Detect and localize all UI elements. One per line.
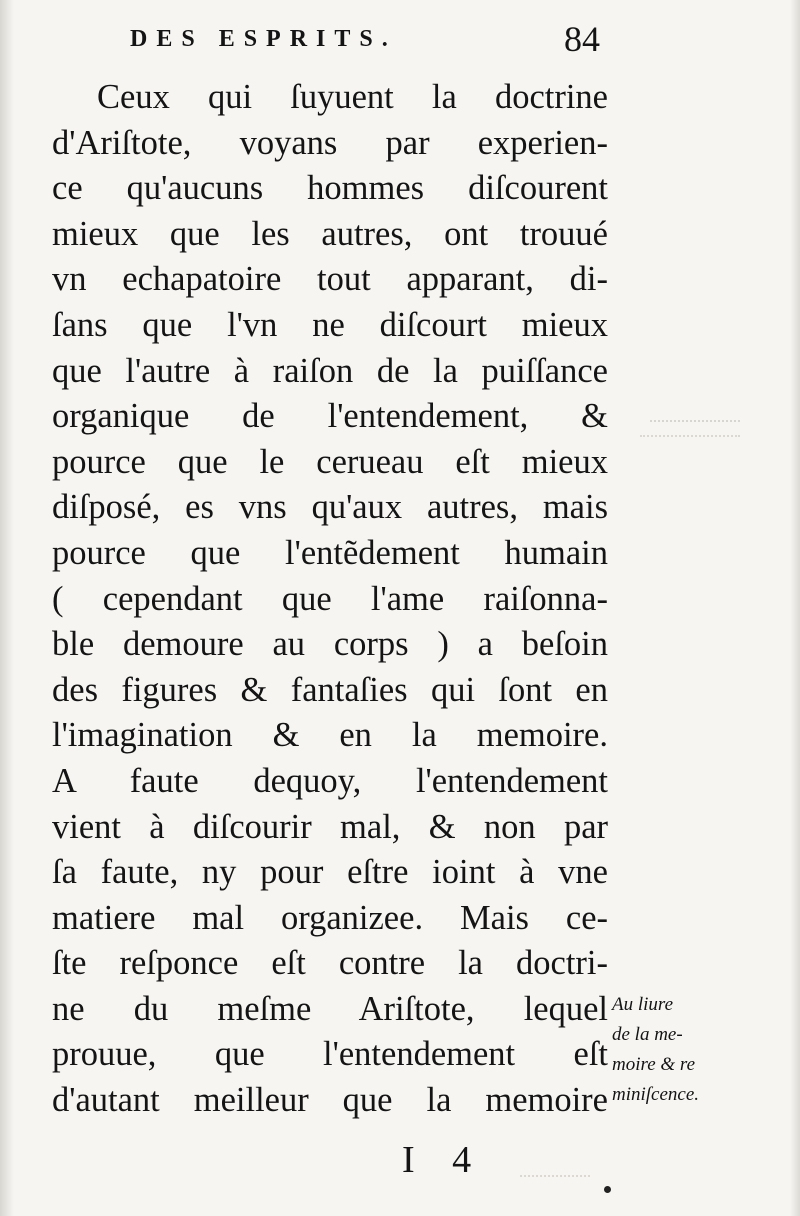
marginal-note-line: moire & re	[612, 1054, 696, 1075]
text-line: ( cependant que l'ame raiſonna-	[52, 579, 608, 618]
text-line: ſa faute, ny pour eſtre ioint à vne	[52, 853, 608, 892]
text-line: mieux que les autres, ont trouué	[52, 214, 608, 253]
body-text	[52, 75, 608, 1124]
text-line: matiere mal organizee. Mais ce-	[52, 898, 608, 937]
text-line: ble demoure au corps ) a beſoin	[52, 625, 608, 664]
text-line: ſte reſponce eſt contre la doctri-	[52, 944, 608, 983]
text-line: ce qu'aucuns hommes diſcourent	[52, 169, 608, 208]
text-line: l'imagination & en la memoire.	[52, 716, 608, 755]
marginal-note-line: miniſcence.	[612, 1084, 700, 1105]
text-line: Ceux qui ſuyuent la doctrine	[97, 78, 608, 116]
text-line: vn echapatoire tout apparant, di-	[52, 260, 608, 299]
text-line: vient à diſcourir mal, & non par	[52, 807, 608, 846]
text-line: A faute dequoy, l'entendement	[52, 761, 608, 800]
marginal-note-line: Au liure	[612, 994, 674, 1015]
page-edge-shadow	[790, 0, 800, 1216]
text-line: pource que le cerueau eſt mieux	[52, 442, 608, 481]
text-line: d'autant meilleur que la memoire	[52, 1081, 608, 1120]
text-line: pource que l'entẽdement humain	[52, 533, 608, 572]
page-gutter-shadow	[0, 0, 14, 1216]
show-through-mark	[640, 395, 740, 437]
running-head	[130, 19, 600, 62]
marginal-note-line: de la me-	[612, 1024, 683, 1045]
text-line: prouue, que l'entendement eſt	[52, 1035, 608, 1074]
page-number: 84	[564, 19, 600, 59]
text-line: ne du meſme Ariſtote, lequel	[52, 989, 608, 1028]
text-line: organique de l'entendement, &	[52, 397, 608, 436]
marginal-note	[612, 990, 762, 1110]
text-line: ſans que l'vn ne diſcourt mieux	[52, 305, 608, 344]
text-line: diſposé, es vns qu'aux autres, mais	[52, 488, 608, 527]
running-title: DES ESPRITS.	[130, 26, 397, 52]
signature-mark: I 4	[402, 1139, 486, 1181]
text-line: que l'autre à raiſon de la puiſſance	[52, 351, 608, 390]
show-through-mark	[520, 1150, 590, 1177]
text-line: des figures & fantaſies qui ſont en	[52, 670, 608, 709]
ink-speck	[604, 1186, 611, 1193]
text-line: d'Ariſtote, voyans par experien-	[52, 123, 608, 162]
